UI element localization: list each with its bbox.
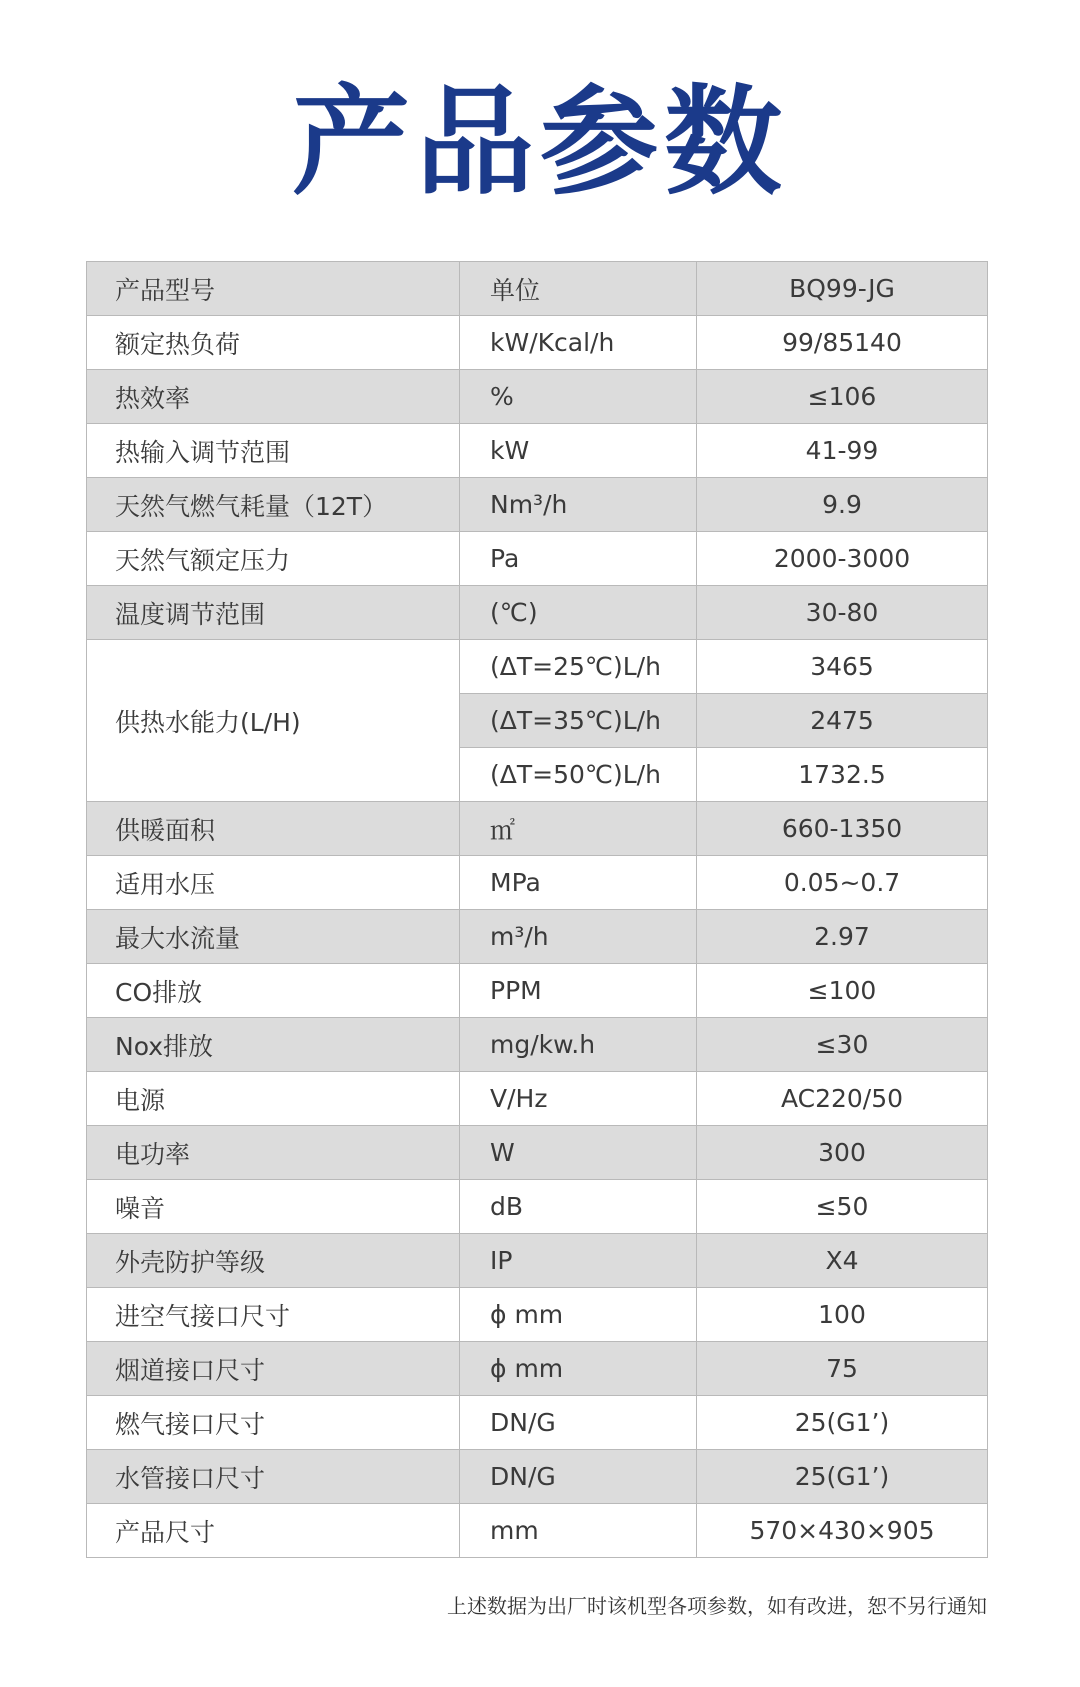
table-cell-name: 水管接口尺寸 — [87, 1450, 460, 1504]
table-cell-unit: m³/h — [460, 910, 697, 964]
table-cell-name: 热输入调节范围 — [87, 424, 460, 478]
table-row — [87, 316, 988, 370]
table-cell-value: 25(G1’) — [697, 1396, 988, 1450]
table-cell-name: 产品型号 — [87, 262, 460, 316]
table-cell-name: 进空气接口尺寸 — [87, 1288, 460, 1342]
table-cell-name: 最大水流量 — [87, 910, 460, 964]
table-cell-unit: PPM — [460, 964, 697, 1018]
table-cell-unit: (℃) — [460, 586, 697, 640]
table-cell-unit: mg/kw.h — [460, 1018, 697, 1072]
table-header-row — [87, 262, 988, 316]
page-title: 产品参数 — [291, 73, 788, 211]
disclaimer-note: 上述数据为出厂时该机型各项参数，如有改进，恕不另行通知 — [447, 1594, 987, 1618]
table-row — [87, 532, 988, 586]
table-cell-unit: ϕ mm — [460, 1342, 697, 1396]
table-cell-unit: (ΔT=50℃)L/h — [460, 748, 697, 802]
table-cell-unit: (ΔT=25℃)L/h — [460, 640, 697, 694]
table-cell-unit: 单位 — [460, 262, 697, 316]
table-row — [87, 1072, 988, 1126]
table-cell-value: ≤100 — [697, 964, 988, 1018]
table-row — [87, 856, 988, 910]
table-cell-name: 供暖面积 — [87, 802, 460, 856]
table-row — [87, 640, 988, 694]
table-cell-name: 天然气燃气耗量（12T） — [87, 478, 460, 532]
table-cell-name: 温度调节范围 — [87, 586, 460, 640]
table-cell-value: 660-1350 — [697, 802, 988, 856]
table-cell-value: 300 — [697, 1126, 988, 1180]
table-cell-value: 30-80 — [697, 586, 988, 640]
table-row — [87, 1450, 988, 1504]
table-cell-value: 2475 — [697, 694, 988, 748]
table-cell-value: X4 — [697, 1234, 988, 1288]
table-cell-unit: ϕ mm — [460, 1288, 697, 1342]
table-row — [87, 1342, 988, 1396]
table-cell-unit: Pa — [460, 532, 697, 586]
spec-table — [86, 261, 988, 1558]
table-cell-value: AC220/50 — [697, 1072, 988, 1126]
table-cell-value: 41-99 — [697, 424, 988, 478]
table-cell-unit: % — [460, 370, 697, 424]
table-cell-name: 额定热负荷 — [87, 316, 460, 370]
table-row — [87, 802, 988, 856]
table-row — [87, 1288, 988, 1342]
table-cell-unit: MPa — [460, 856, 697, 910]
table-cell-value: BQ99-JG — [697, 262, 988, 316]
table-cell-name: 烟道接口尺寸 — [87, 1342, 460, 1396]
table-row — [87, 478, 988, 532]
table-cell-value: 570×430×905 — [697, 1504, 988, 1558]
table-row — [87, 1018, 988, 1072]
table-row — [87, 1126, 988, 1180]
table-cell-value: 3465 — [697, 640, 988, 694]
table-cell-unit: ㎡ — [460, 802, 697, 856]
table-cell-value: 9.9 — [697, 478, 988, 532]
table-cell-value: ≤30 — [697, 1018, 988, 1072]
table-row — [87, 1396, 988, 1450]
table-cell-unit: mm — [460, 1504, 697, 1558]
table-cell-name: 热效率 — [87, 370, 460, 424]
table-cell-value: ≤106 — [697, 370, 988, 424]
table-cell-unit: DN/G — [460, 1396, 697, 1450]
table-row — [87, 1180, 988, 1234]
table-cell-name: 外壳防护等级 — [87, 1234, 460, 1288]
table-row — [87, 1504, 988, 1558]
table-row — [87, 1234, 988, 1288]
table-row — [87, 586, 988, 640]
table-cell-unit: (ΔT=35℃)L/h — [460, 694, 697, 748]
table-cell-name: Nox排放 — [87, 1018, 460, 1072]
table-cell-unit: dB — [460, 1180, 697, 1234]
table-cell-unit: kW/Kcal/h — [460, 316, 697, 370]
table-row — [87, 910, 988, 964]
table-cell-unit: IP — [460, 1234, 697, 1288]
table-cell-unit: W — [460, 1126, 697, 1180]
table-cell-name: 天然气额定压力 — [87, 532, 460, 586]
table-cell-value: 25(G1’) — [697, 1450, 988, 1504]
table-cell-name: 适用水压 — [87, 856, 460, 910]
table-cell-value: 100 — [697, 1288, 988, 1342]
table-cell-unit: Nm³/h — [460, 478, 697, 532]
table-cell-name: 燃气接口尺寸 — [87, 1396, 460, 1450]
table-cell-value: 1732.5 — [697, 748, 988, 802]
table-row — [87, 370, 988, 424]
table-cell-unit: V/Hz — [460, 1072, 697, 1126]
table-cell-name: 供热水能力(L/H) — [87, 640, 460, 802]
table-cell-name: CO排放 — [87, 964, 460, 1018]
table-cell-unit: kW — [460, 424, 697, 478]
table-cell-value: 99/85140 — [697, 316, 988, 370]
table-cell-value: 2.97 — [697, 910, 988, 964]
table-cell-value: ≤50 — [697, 1180, 988, 1234]
table-cell-name: 电功率 — [87, 1126, 460, 1180]
table-cell-value: 0.05~0.7 — [697, 856, 988, 910]
table-row — [87, 424, 988, 478]
table-cell-unit: DN/G — [460, 1450, 697, 1504]
table-cell-value: 2000-3000 — [697, 532, 988, 586]
table-cell-name: 噪音 — [87, 1180, 460, 1234]
table-row — [87, 964, 988, 1018]
table-cell-value: 75 — [697, 1342, 988, 1396]
table-cell-name: 产品尺寸 — [87, 1504, 460, 1558]
table-cell-name: 电源 — [87, 1072, 460, 1126]
